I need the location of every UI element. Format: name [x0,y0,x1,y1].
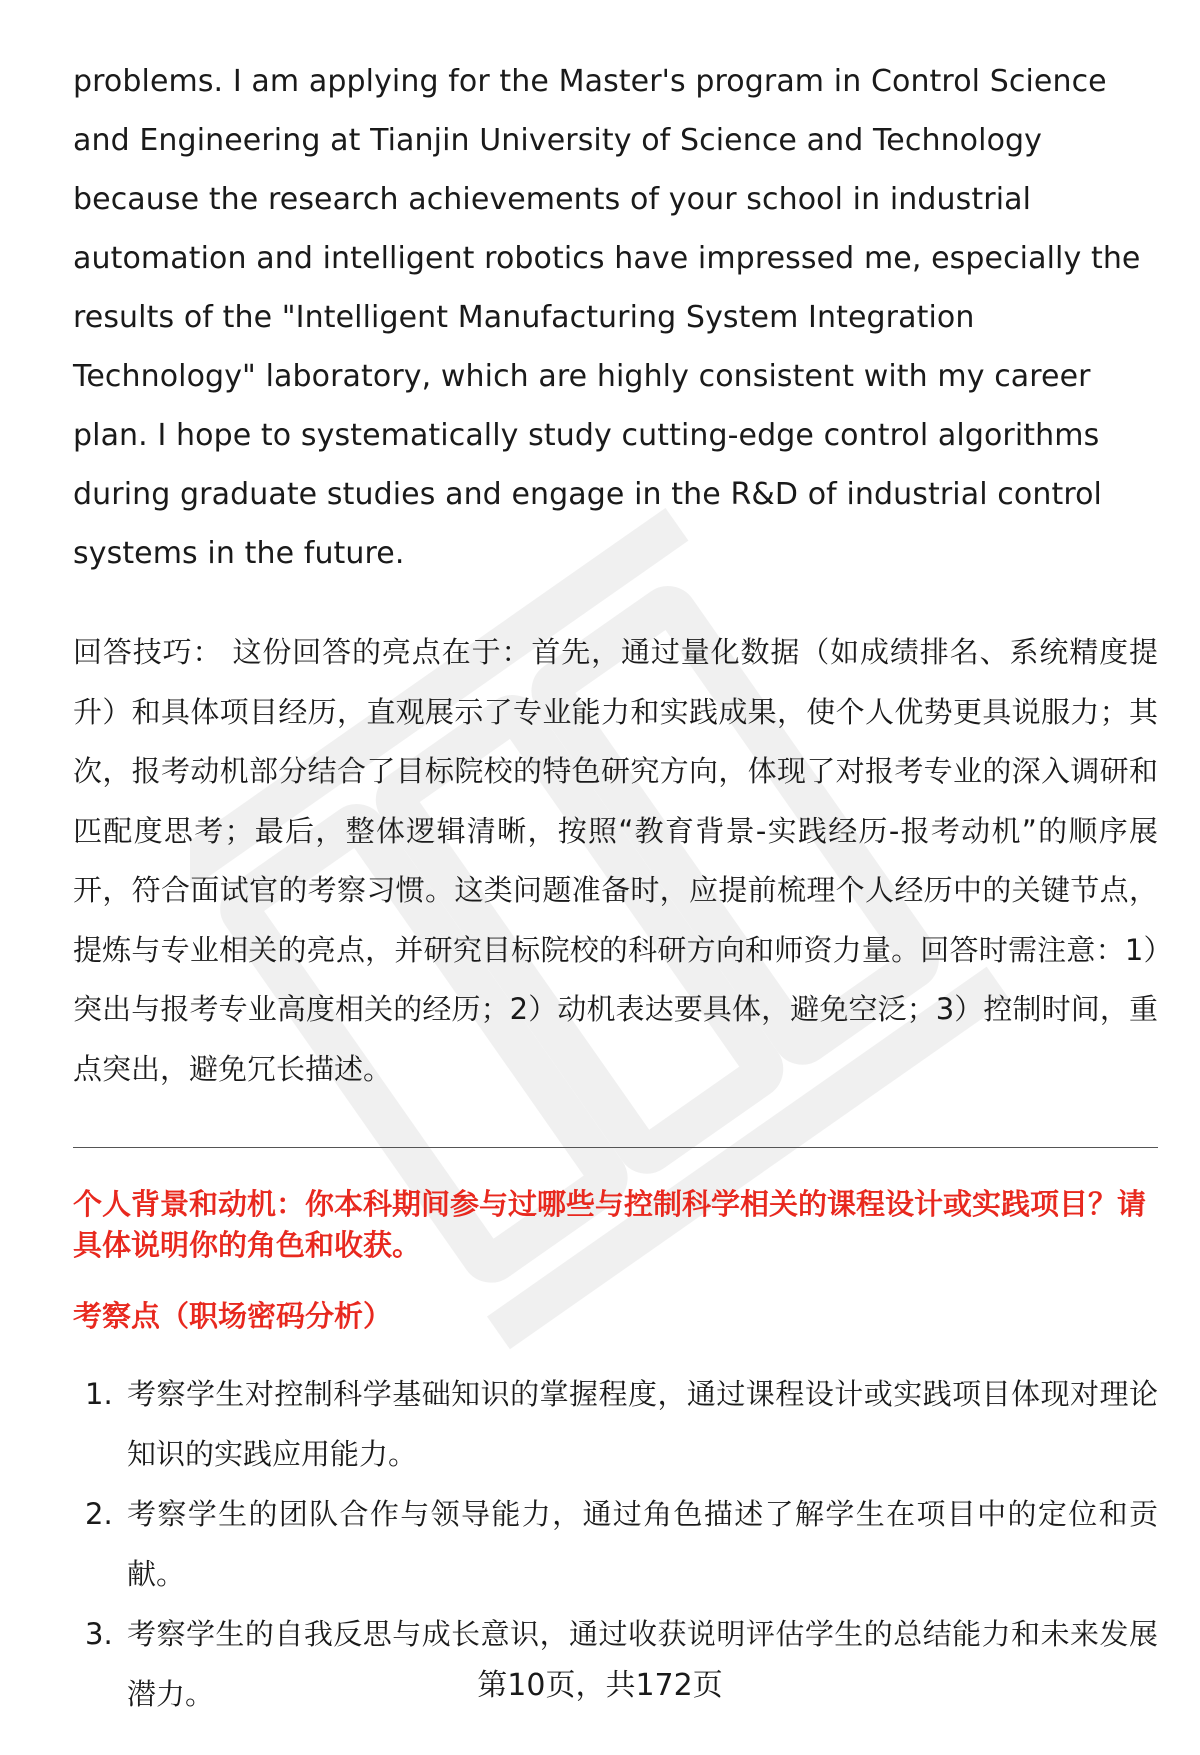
list-item [73,1604,1158,1724]
list-item-text: 考察学生的自我反思与成长意识，通过收获说明评估学生的总结能力和未来发展潜力。 [127,1617,1158,1711]
question-heading: 个人背景和动机：你本科期间参与过哪些与控制科学相关的课程设计或实践项目？请具体说明你的角色和收获。 [73,1187,1147,1262]
list-item [73,1484,1158,1604]
page-number-footer: 第10页，共172页 [477,1668,723,1703]
page-content [73,52,1158,1724]
list-item-text: 考察学生对控制科学基础知识的掌握程度，通过课程设计或实践项目体现对理论知识的实践应用能力。 [127,1377,1158,1471]
answer-paragraph: problems. I am applying for the Master's program in Control Science and Engineering at Tianjin University of Science and Technology because the research achievements of your school in industrial automation and intelligent robotics have impressed me, especially the results of the "Intelligent Manufacturing System Integration Technology" laboratory, which are highly consistent with my career plan. I hope to systematically study cutting-edge control algorithms during graduate studies and engage in the R&D of industrial control systems in the future. [73,64,1141,571]
answer-tips-paragraph: 回答技巧： 这份回答的亮点在于：首先，通过量化数据（如成绩排名、系统精度提升）和具体项目经历，直观展示了专业能力和实践成果，使个人优势更具说服力；其次，报考动机部分结合了目标院校的特色研究方向，体现了对报考专业的深入调研和匹配度思考；最后，整体逻辑清晰，按照“教育背景-实践经历-报考动机”的顺序展开，符合面试官的考察习惯。这类问题准备时，应提前梳理个人经历中的关键节点，提炼与专业相关的亮点，并研究目标院校的科研方向和师资力量。回答时需注意：1）突出与报考专业高度相关的经历；2）动机表达要具体，避免空泛；3）控制时间，重点突出，避免冗长描述。 [73,635,1158,1086]
list-item-number: 3. [85,1617,113,1651]
section-divider [73,1147,1158,1148]
list-item-number: 1. [85,1377,113,1411]
list-item-text: 考察学生的团队合作与领导能力，通过角色描述了解学生在项目中的定位和贡献。 [127,1497,1158,1591]
assessment-subheading: 考察点（职场密码分析） [73,1299,393,1333]
list-item-number: 2. [85,1497,113,1531]
list-item [73,1364,1158,1484]
